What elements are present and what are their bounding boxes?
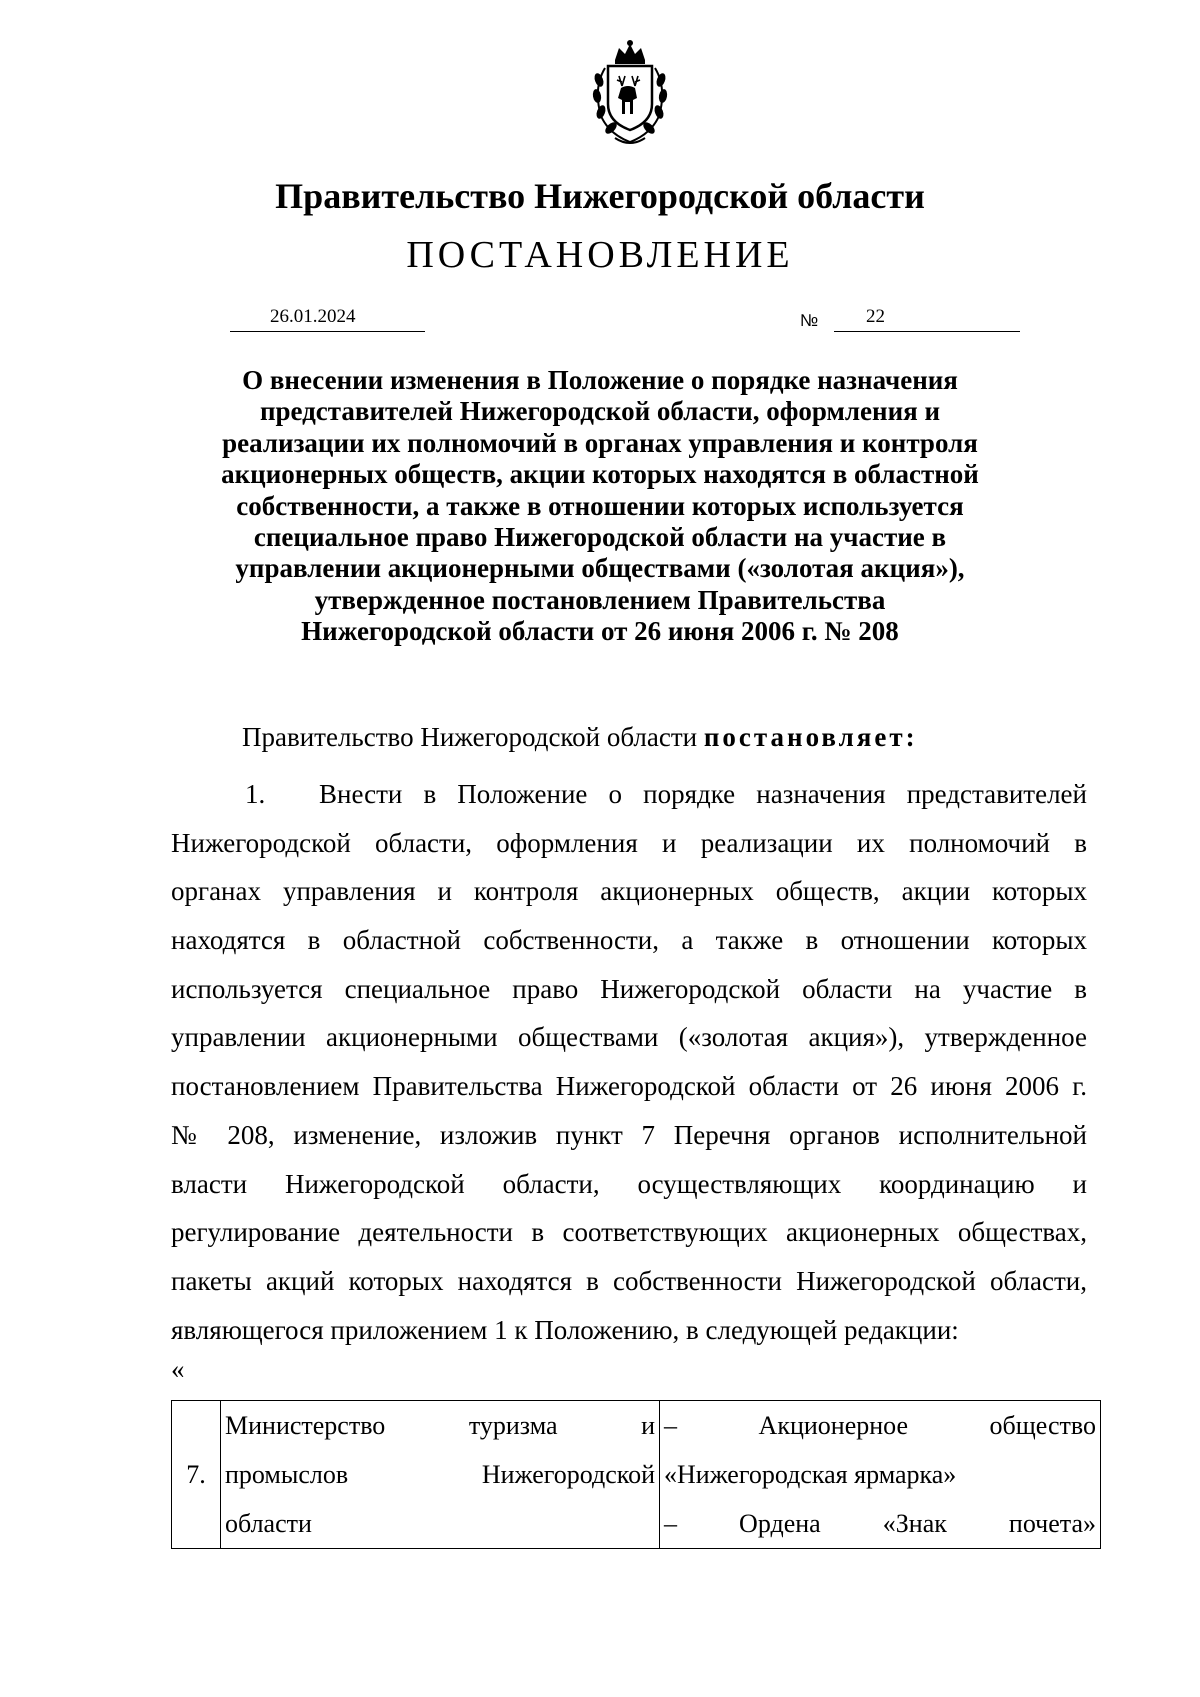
paragraph-text: Внести в Положение о порядке назначения представителей (319, 779, 1087, 809)
document-number: 22 (866, 306, 885, 327)
intro-emphasis: постановляет: (703, 722, 918, 752)
paragraph-line: органах управления и контроля акционерных обществ, акции которых (171, 876, 1087, 907)
paragraph-1 (171, 770, 1087, 1354)
cell-line: – Акционерное общество (664, 1411, 1096, 1440)
company-cell (660, 1401, 1101, 1549)
paragraph-line: используется специальное право Нижегородской области на участие в (171, 973, 1087, 1004)
table-row (172, 1401, 1101, 1549)
heading-line: собственности, а также в отношении которых используется (236, 490, 964, 521)
paragraph-line: пакеты акций которых находятся в собственности Нижегородской области, (171, 1265, 1087, 1296)
opening-quote: « (171, 1354, 185, 1384)
heading-line: Нижегородской области от 26 июня 2006 г. № 208 (301, 616, 899, 647)
heading-line: реализации их полномочий в органах управления и контроля (222, 427, 978, 458)
list-item-table (171, 1400, 1101, 1549)
paragraph-line: являющегося приложением 1 к Положению, в следующей редакции: (171, 1314, 959, 1345)
date-field (230, 305, 425, 332)
cell-line: – Ордена «Знак почета» (664, 1509, 1096, 1538)
coat-of-arms-icon (575, 38, 685, 150)
cell-line: Министерство туризма и (225, 1411, 655, 1440)
cell-line: промыслов Нижегородской (225, 1460, 655, 1489)
paragraph-line: регулирование деятельности в соответствующих акционерных обществах, (171, 1217, 1087, 1248)
paragraph-first-line (171, 770, 1087, 819)
cell-line: «Нижегородская ярмарка» (664, 1460, 957, 1489)
cell-line: области (225, 1509, 312, 1538)
paragraph-line: Нижегородской области, оформления и реализации их полномочий в (171, 827, 1087, 858)
resolution-intro (242, 720, 918, 754)
number-sign: № (800, 311, 819, 330)
document-heading (150, 365, 1050, 648)
heading-line: утвержденное постановлением Правительства (314, 584, 886, 615)
organization-name: Правительство Нижегородской области (275, 176, 925, 216)
paragraph-line: постановлением Правительства Нижегородской области от 26 июня 2006 г. (171, 1071, 1087, 1102)
heading-line: акционерных обществ, акции которых находятся в областной (221, 459, 979, 490)
document-date: 26.01.2024 (270, 306, 356, 327)
document-type: ПОСТАНОВЛЕНИЕ (406, 234, 794, 276)
number-field (834, 305, 1020, 332)
heading-line: представителей Нижегородской области, оформления и (259, 396, 941, 427)
heading-line: управлении акционерными обществами («золотая акция»), (235, 553, 965, 584)
executive-body-cell (221, 1401, 660, 1549)
paragraph-line: власти Нижегородской области, осуществляющих координацию и (171, 1168, 1087, 1199)
paragraph-number: 1. (245, 779, 266, 809)
row-number: 7. (172, 1401, 221, 1549)
paragraph-line: управлении акционерными обществами («золотая акция»), утвержденное (171, 1022, 1087, 1053)
paragraph-line: № 208, изменение, изложив пункт 7 Перечня органов исполнительной (171, 1119, 1087, 1150)
intro-text: Правительство Нижегородской области (242, 722, 704, 752)
heading-line: О внесении изменения в Положение о порядке назначения (242, 365, 958, 395)
heading-line: специальное право Нижегородской области на участие в (253, 522, 947, 553)
paragraph-line: находятся в областной собственности, а также в отношении которых (171, 925, 1087, 956)
